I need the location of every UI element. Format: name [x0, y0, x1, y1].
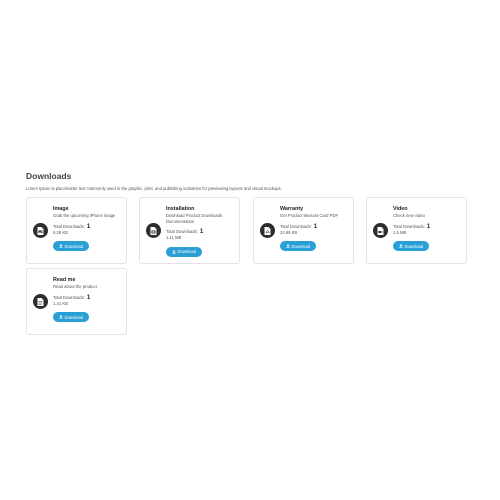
card-description: Read about the product: [53, 284, 97, 289]
download-icon: [172, 250, 176, 254]
download-icon: [399, 244, 403, 248]
file-size: 1.41 KB: [53, 300, 68, 306]
total-downloads-count: 1: [199, 229, 204, 235]
card-description: Download Product Downloads Documentation: [166, 213, 223, 224]
card-stats: [280, 224, 351, 236]
total-downloads-label: Total Downloads:: [280, 223, 312, 229]
download-button-label: Download: [64, 243, 84, 249]
download-icon: [286, 244, 290, 248]
total-downloads-label: Total Downloads:: [393, 223, 425, 229]
download-card-read-me: [26, 268, 127, 335]
download-button[interactable]: [393, 241, 429, 251]
download-button[interactable]: [53, 241, 89, 251]
download-button-label: Download: [64, 314, 84, 320]
download-button-label: Download: [404, 243, 424, 249]
section-description: Lorem Ipsum is placeholder text commonly used in the graphic, print, and publishing industries for previewing layouts and visual mockups.: [26, 186, 282, 191]
total-downloads-count: 1: [86, 294, 91, 301]
pdf-file-icon: [260, 223, 275, 238]
card-body: [53, 277, 124, 324]
download-icon: [59, 315, 63, 319]
card-description: Grab the upcoming iPhone image: [53, 213, 116, 218]
card-description: Check new video: [393, 213, 425, 218]
card-body: [393, 206, 464, 253]
total-downloads-label: Total Downloads:: [166, 229, 198, 234]
video-file-icon: [373, 223, 388, 238]
card-title: Video: [393, 206, 408, 212]
total-downloads-label: Total Downloads:: [53, 223, 85, 229]
download-button-label: Download: [291, 243, 311, 249]
download-card-warranty: [253, 197, 354, 264]
file-size: 1.5 MB: [393, 229, 407, 235]
download-card-image: [26, 197, 127, 264]
card-stats: [393, 224, 464, 236]
document-file-icon: [146, 223, 161, 238]
card-stats: [53, 224, 124, 236]
download-button[interactable]: [280, 241, 316, 251]
card-stats: [53, 295, 124, 307]
file-size: 6.29 KB: [53, 229, 68, 235]
card-title: Warranty: [280, 206, 304, 212]
downloads-section: [26, 170, 476, 320]
download-button-label: Download: [177, 249, 197, 254]
card-title: Installation: [166, 206, 195, 212]
card-title: Image: [53, 206, 69, 212]
card-body: [53, 206, 124, 253]
download-card-installation: [139, 197, 240, 264]
image-file-icon: [33, 223, 48, 238]
file-size: 1.11 MB: [166, 235, 182, 240]
download-card-video: [366, 197, 467, 264]
total-downloads-count: 1: [313, 223, 318, 230]
section-title: Downloads: [26, 171, 72, 181]
text-file-icon: [33, 294, 48, 309]
total-downloads-count: 1: [426, 223, 431, 230]
card-stats: [166, 229, 237, 241]
download-button[interactable]: [166, 247, 202, 257]
total-downloads-count: 1: [86, 223, 91, 230]
download-button[interactable]: [53, 312, 89, 322]
total-downloads-label: Total Downloads:: [53, 294, 85, 300]
download-icon: [59, 244, 63, 248]
card-title: Read me: [53, 277, 76, 283]
card-description: Get Product Warrant Card PDF: [280, 213, 339, 218]
card-body: [280, 206, 351, 253]
card-body: [166, 206, 237, 259]
file-size: 24.99 KB: [280, 229, 298, 235]
